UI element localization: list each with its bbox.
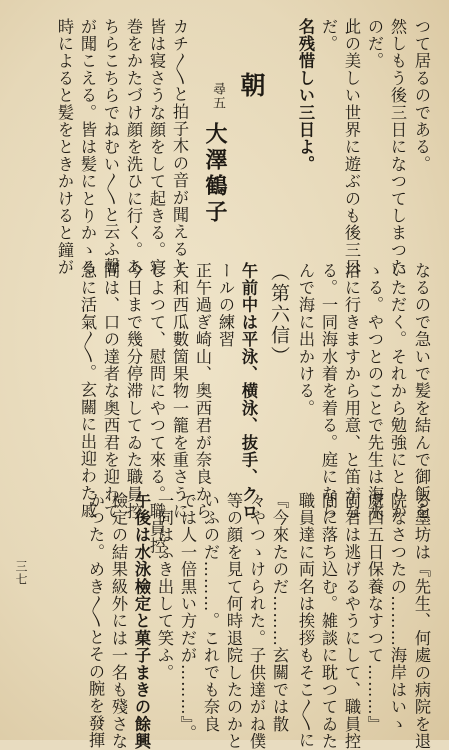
author-name: 大澤鶴子 <box>202 122 228 226</box>
upper-body-1: カチ〳〵と拍子木の音が聞えると <box>170 18 189 275</box>
author-grade: 尋五 <box>210 82 225 110</box>
lower-line-1: る墨坊は『先生、何處の病院を退 <box>412 492 431 750</box>
section-heading: （第六信） <box>268 262 290 367</box>
lower-line-4: 両君は逃げるやうにして、職員控 <box>342 492 361 750</box>
upper-body-6: 時によると髪をときかけると鐘が <box>55 18 74 276</box>
lower-line-11: では人一倍黒い方だが………』。 <box>178 492 197 742</box>
middle-body-6: 今日まで幾分停滞してゐた職員控 <box>124 262 143 520</box>
lower-line-14: 檢定の結果級外には一名も殘さな <box>109 492 128 750</box>
page-number: 三七 <box>14 560 28 586</box>
upper-body-5: が聞こえる。皆は髪にとりかゝる <box>78 18 97 276</box>
lower-line-8: 々やつゝけられた。子供達がね僕 <box>247 492 266 750</box>
lower-line-5: 間に落ち込む。雑談に耽つてゐた <box>319 492 338 750</box>
upper-line-5: だ。 <box>319 18 338 53</box>
upper-body-3: 巻をかたづけ顔を洗ひに行く。あ <box>124 18 143 276</box>
upper-line-2: 然しもう後三日になつてしまつた <box>388 18 407 276</box>
middle-line-6: んで海に出かける。 <box>296 262 315 417</box>
lower-line-10: いふのだ………。これでも奈良 <box>201 492 220 733</box>
middle-body-1: 午前中は平泳、横泳、抜手、クロ <box>239 262 258 520</box>
middle-body-2: ールの練習 <box>216 262 235 348</box>
essay-title: 朝 <box>237 72 266 99</box>
lower-line-12: 一同はふき出して笑ふ。 <box>155 492 174 682</box>
middle-body-4: 大和西瓜數箇果物一籠を重さうに <box>170 262 189 520</box>
middle-body-7: 間は、口の達者な奥西君を迎わて <box>101 262 120 520</box>
lower-line-6: 職員達に両名は挨拶もそこ〳〵に <box>296 492 315 749</box>
upper-body-4: ちらこちらでねむい〳〵と云ふ聲 <box>101 18 120 275</box>
upper-body-2: 皆は寝さうな顔をして起きる。寝 <box>147 18 166 276</box>
middle-line-4: 浴に行きますから用意、と笛がな <box>342 262 361 520</box>
middle-line-5: る。一同海水着を着る。庭になら <box>319 262 338 520</box>
lower-line-7: 『今來たのだ………玄關では散 <box>270 492 289 733</box>
lower-line-9: 等の顔を見て何時退院したのかと <box>224 492 243 750</box>
middle-body-5: しよつて、慰問にやつて來る。職員控 <box>147 262 166 555</box>
upper-line-6: 名残惜しい三日よ。 <box>296 18 315 173</box>
middle-line-3: ゝる。やつとのことで先生は海水 <box>365 262 384 520</box>
middle-body-3: 正午過ぎ崎山、奥西君が奈良から <box>193 262 212 520</box>
middle-body-8: 急に活氣〳〵。玄關に出迎わた戚 <box>78 262 97 519</box>
lower-line-2: 院なさつたの………海岸はいゝ <box>388 492 407 733</box>
lower-line-3: 處四五日保養なすつて………』 <box>365 492 384 733</box>
lower-line-15: かつた。めき〳〵とその腕を發揮 <box>86 492 105 749</box>
upper-line-4: 此の美しい世界に遊ぶのも後三日 <box>342 18 361 276</box>
upper-line-1: つて居るのである。 <box>412 18 431 173</box>
middle-line-1: なるので急いで髪を結んで御飯を <box>412 262 431 520</box>
upper-line-3: のだ。 <box>365 18 384 70</box>
middle-line-2: いただく。それから勉強にとりか <box>388 262 407 520</box>
lower-line-13: 午後は水泳檢定と菓子まきの餘興 <box>132 492 151 750</box>
